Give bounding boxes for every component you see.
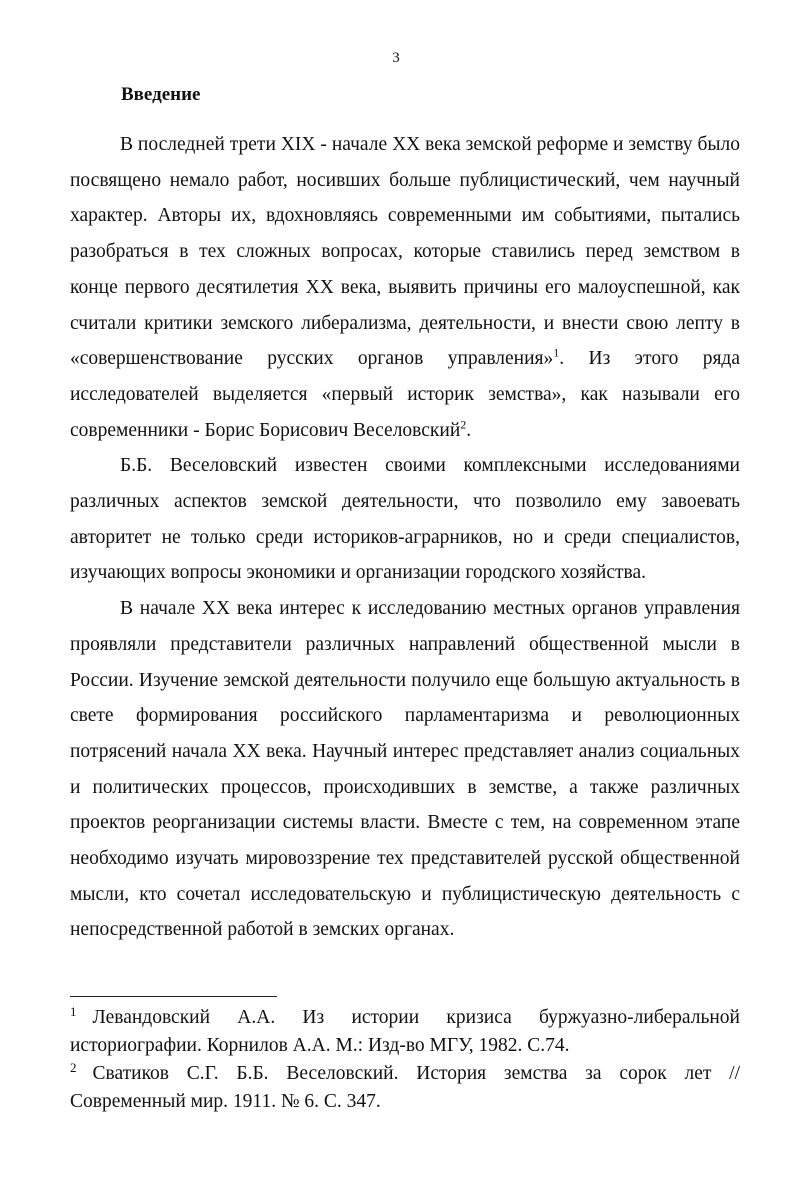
body-text	[70, 127, 740, 948]
footnote-separator	[70, 996, 277, 997]
paragraph-1	[70, 127, 740, 448]
paragraph-3: В начале XX века интерес к исследованию местных органов управления проявляли представители различных направлений общественной мысли в России. Изучение земской деятельности получило еще большую актуальность в свете формирования российского парламентаризма и революционных потрясений начала XX века. Научный интерес представляет анализ социальных и политических процессов, происходивших в земстве, а также различных проектов реорганизации системы власти. Вместе с тем, на современном этапе необходимо изучать мировоззрение тех представителей русской общественной мысли, кто сочетал исследовательскую и публицистическую деятельность с непосредственной работой в земских органах.	[70, 598, 740, 941]
section-heading: Введение	[121, 84, 201, 105]
paragraph-2: Б.Б. Веселовский известен своими комплексными исследованиями различных аспектов земской деятельности, что позволило ему завоевать авторитет не только среди историков-аграрников, но и среди специалистов, изучающих вопросы экономики и организации городского хозяйства.	[70, 455, 740, 584]
footnote-ref-1[interactable]: 1	[553, 345, 560, 360]
paragraph-1-end: .	[466, 419, 472, 441]
footnote-2-number: 2	[70, 1059, 77, 1075]
page-number: 3	[392, 50, 400, 66]
footnote-ref-2[interactable]: 2	[460, 417, 467, 432]
paragraph-1-text: В последней трети XIX - начале XX века земской реформе и земству было посвящено немало работ, носивших больше публицистический, чем научный характер. Авторы их, вдохновляясь современными им событиями, пытались разобраться в тех сложных вопросах, которые ставились перед земством в конце первого десятилетия XX века, выявить причины его малоуспешной, как считали критики земского либерализма, деятельности, и внести свою лепту в «совершенствование русских органов управления»	[70, 134, 740, 370]
footnotes	[70, 1004, 740, 1116]
paragraph-1-continuation: . Из этого ряда исследователей выделяется «первый историк земства», как называли его современники - Борис Борисович Веселовский	[70, 348, 740, 441]
footnote-1-number: 1	[70, 1003, 77, 1019]
footnote-1-text: Левандовский А.А. Из истории кризиса буржуазно-либеральной историографии. Корнилов А.А. М.: Изд-во МГУ, 1982. С.74.	[70, 1007, 740, 1056]
footnote-1	[70, 1004, 740, 1060]
footnote-2-text: Сватиков С.Г. Б.Б. Веселовский. История земства за сорок лет // Современный мир. 1911. № 6. С. 347.	[70, 1063, 740, 1112]
footnote-2	[70, 1060, 740, 1116]
